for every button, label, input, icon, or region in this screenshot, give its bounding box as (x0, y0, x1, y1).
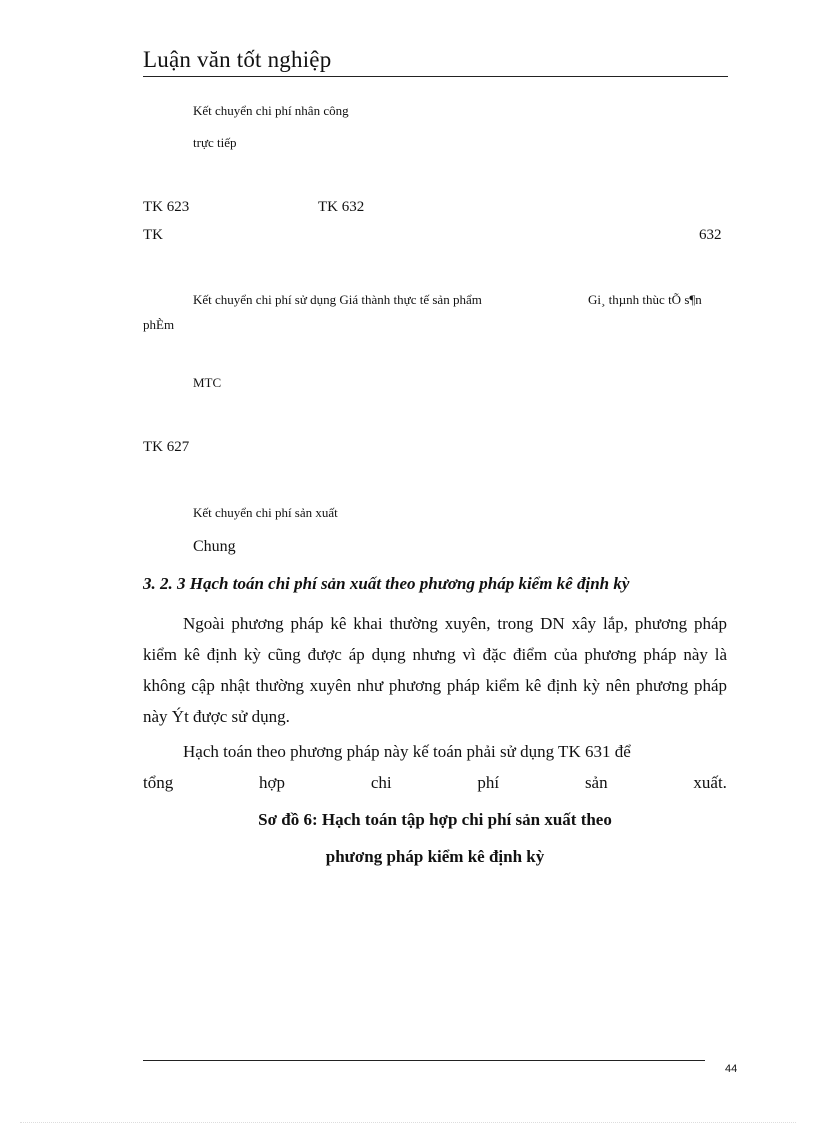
paragraph-2-line-2: tổng hợp chi phí sản xuất. (143, 773, 727, 792)
diagram-label-garbled-right: Gi¸ thµnh thùc tÕ s¶n (588, 292, 702, 307)
diagram-label-garbled-left: phÈm (143, 317, 175, 332)
page-number: 44 (725, 1063, 738, 1075)
header-rule (143, 76, 728, 77)
account-tk-632-mid: TK 632 (318, 199, 365, 215)
footer-rule (143, 1060, 705, 1061)
account-tk-632-right: 632 (699, 227, 722, 243)
paragraph-1-text: Ngoài phương pháp kê khai thường xuyên, trong DN xây lắp, phương pháp kiểm kê định kỳ cũng được áp dụng nhưng vì đặc điểm của phương pháp này là không cập nhật thường xuyên như phương pháp kiểm kê định kỳ nên phương pháp này Ýt được sử dụng. (143, 614, 727, 726)
paragraph-1 (143, 608, 727, 732)
diagram-label-mtc: MTC (193, 375, 222, 390)
section-heading: 3. 2. 3 Hạch toán chi phí sản xuất theo phương pháp kiểm kê định kỳ (143, 574, 630, 593)
account-tk-627: TK 627 (143, 439, 190, 455)
paragraph-2-line-1: Hạch toán theo phương pháp này kế toán phải sử dụng TK 631 để (183, 742, 631, 761)
paragraph-2 (143, 736, 727, 798)
diagram-caption-line-2: phương pháp kiểm kê định kỳ (325, 847, 545, 866)
diagram-label-general: Kết chuyển chi phí sản xuất (193, 505, 338, 520)
diagram-label-direct-labor: Kết chuyển chi phí nhân công (193, 103, 349, 118)
diagram-caption-line-1: Sơ đồ 6: Hạch toán tập hợp chi phí sản xuất theo (258, 810, 612, 829)
diagram-label-chung: Chung (193, 538, 236, 555)
diagram-label-machine-cost: Kết chuyển chi phí sử dụng Giá thành thực tế sản phẩm (193, 292, 482, 307)
page-header-title: Luận văn tốt nghiệp (143, 47, 332, 72)
diagram-label-direct: trực tiếp (193, 135, 237, 150)
account-tk-623: TK 623 (143, 199, 190, 215)
account-tk-left: TK (143, 227, 163, 243)
